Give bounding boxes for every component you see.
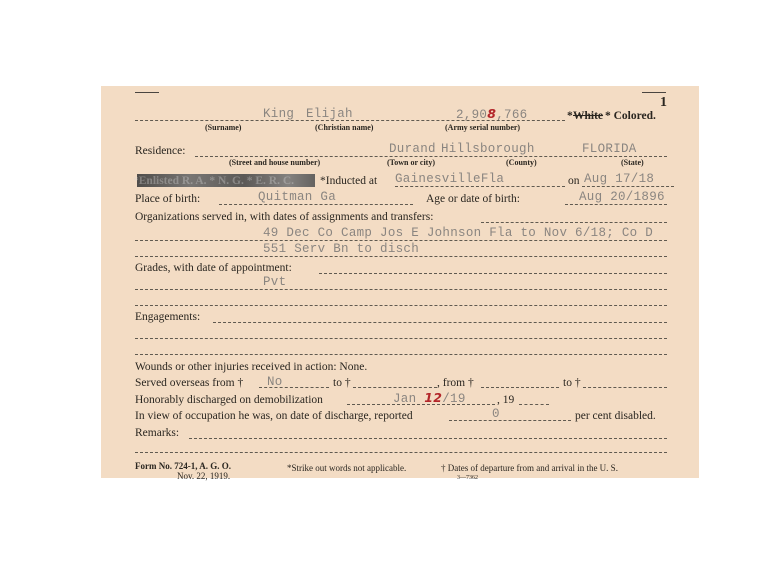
departure-note: † Dates of departure from and arrival in the U. S. [441,463,618,473]
surname-label: (Surname) [205,123,242,132]
occupation-label: In view of occupation he was, on date of discharge, reported [135,410,413,422]
christian-name-value: Elijah [306,107,353,121]
percent-disabled-label: per cent disabled. [575,410,656,422]
residence-label: Residence: [135,145,186,157]
inducted-place-value: GainesvilleFla [395,172,505,186]
organizations-entry-1: 49 Dec Co Camp Jos E Johnson Fla to Nov 6/18; Co D [263,226,654,240]
service-record-card [101,86,699,481]
street-label: (Street and house number) [229,158,321,167]
residence-county-value: Hillsborough [441,142,535,156]
overseas-to-line [353,387,437,388]
served-overseas-value: No [267,375,283,389]
organizations-line-1 [135,240,667,241]
county-label: (County) [506,158,537,167]
inducted-place-line [395,186,565,187]
place-of-birth-line [219,204,413,205]
serial-number-correction: 8 [487,106,497,121]
race-white: White [573,110,604,122]
remarks-label: Remarks: [135,427,180,439]
strike-out-note: *Strike out words not applicable. [287,463,407,473]
wounds-label: Wounds or other injuries received in action: None. [135,361,368,373]
state-label: (State) [621,158,644,167]
form-number: Form No. 724-1, A. G. O. [135,461,231,471]
enlisted-struck-text: *Enlisted R. A. * N. G. * E. R. C. [133,175,295,187]
place-of-birth-label: Place of birth: [135,193,201,205]
form-date: Nov. 22, 1919. [177,471,231,481]
print-code: 3—7362 [457,475,478,481]
discharge-day-correction: 12 [424,390,443,405]
grades-label: Grades, with date of appointment: [135,262,292,274]
christian-name-label: (Christian name) [315,123,374,132]
discharge-line [347,404,495,405]
served-overseas-label: Served overseas from † [135,377,244,389]
overseas-from-line [259,387,329,388]
top-rule-left [135,92,159,93]
overseas-to2-label: to † [563,377,581,389]
organizations-line-0 [481,222,667,223]
engagements-line-0 [213,322,667,323]
disabled-percent-value: 0 [492,407,500,421]
discharge-year-label: , 19 [497,394,515,406]
race-star: * [567,110,573,122]
discharge-date-value: Jan 12/19 [393,390,466,406]
town-label: (Town or city) [387,158,435,167]
overseas-from-label: , from † [437,377,474,389]
race-colored: * Colored. [605,110,656,122]
serial-number-value: 2,908,766 [456,106,528,122]
discharged-label: Honorably discharged on demobilization [135,394,323,406]
card-number: 1 [660,95,667,110]
organizations-line-2 [135,256,667,257]
inducted-at-label: *Inducted at [320,175,378,187]
residence-town-value: Durand [389,142,436,156]
engagements-line-2 [135,354,667,355]
engagements-label: Engagements: [135,311,201,323]
overseas-from2-line [481,387,559,388]
grades-line-1 [135,289,667,290]
overseas-to-label: to † [333,377,351,389]
residence-line [195,156,667,157]
grades-line-0 [319,273,667,274]
disabled-percent-line [449,420,571,421]
grades-line-2 [135,305,667,306]
on-label: on [568,175,580,187]
residence-state-value: FLORIDA [582,142,637,156]
place-of-birth-value: Quitman Ga [258,190,337,204]
discharge-year-line [519,404,549,405]
age-birth-label: Age or date of birth: [426,193,520,205]
date-of-birth-line [565,204,667,205]
overseas-to2-line [583,387,667,388]
serial-number-label: (Army serial number) [445,123,521,132]
organizations-label: Organizations served in, with dates of assignments and transfers: [135,211,434,223]
name-line [135,120,565,121]
top-rule-right [642,92,666,93]
inducted-date-line [582,186,674,187]
engagements-line-1 [135,338,667,339]
remarks-line-1 [135,452,667,453]
surname-value: King [263,107,295,121]
inducted-date-value: Aug 17/18 [584,172,655,186]
remarks-line-0 [189,438,667,439]
organizations-entry-2: 551 Serv Bn to disch [263,242,420,256]
grade-value: Pvt [263,275,287,289]
date-of-birth-value: Aug 20/1896 [579,190,665,204]
